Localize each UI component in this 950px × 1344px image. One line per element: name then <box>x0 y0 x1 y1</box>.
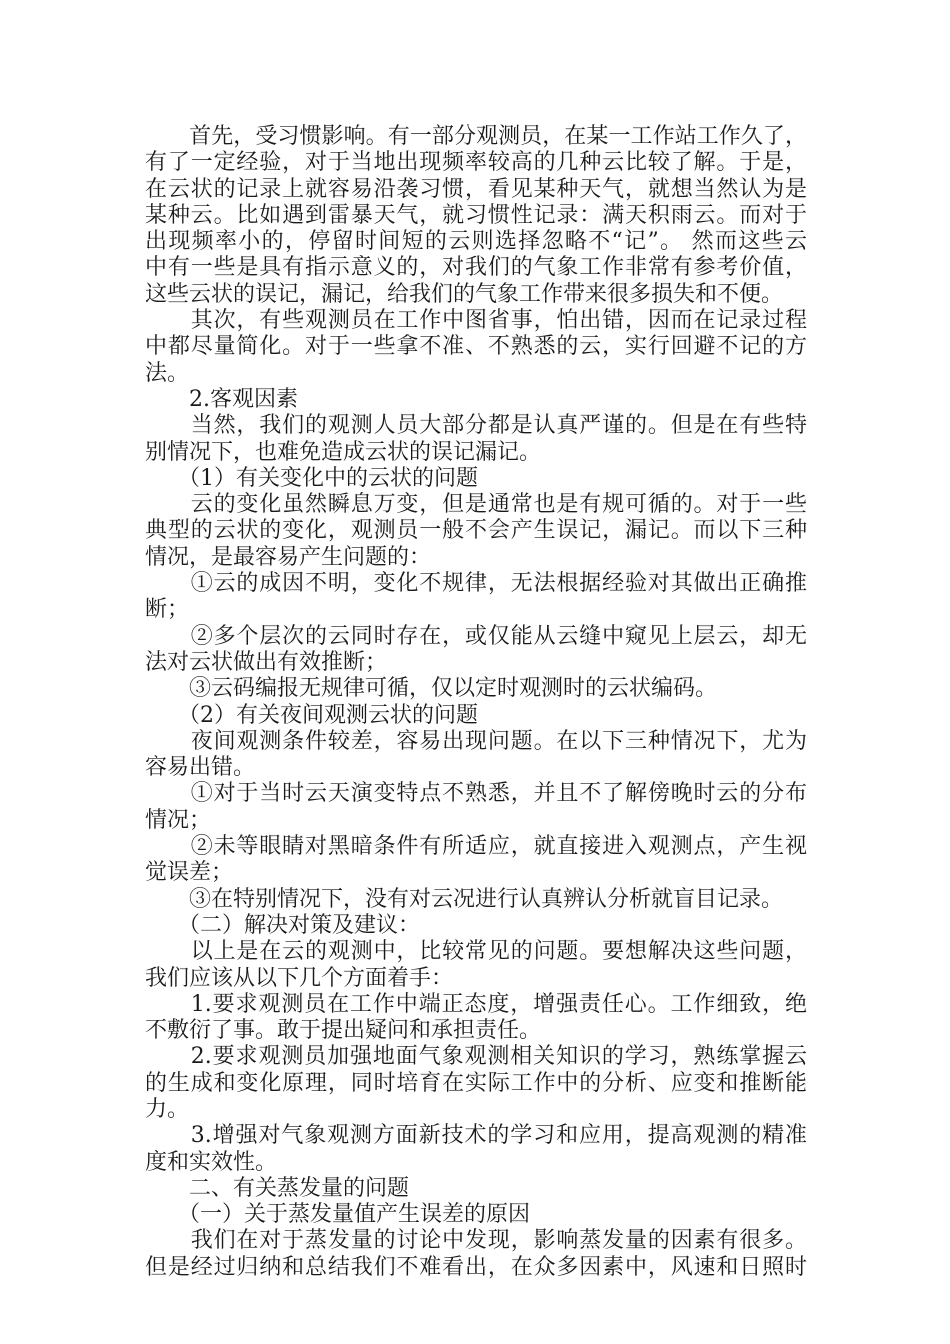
text-line: 但是经过归纳和总结我们不难看出，在众多因素中，风速和日照时 <box>145 1254 807 1280</box>
text-line: 以上是在云的观测中，比较常见的问题。要想解决这些问题， <box>145 939 807 965</box>
text-line: ③在特别情况下，没有对云况进行认真辨认分析就盲目记录。 <box>145 886 784 912</box>
text-line: 某种云。比如遇到雷暴天气，就习惯性记录：满天积雨云。而对于 <box>145 202 807 228</box>
text-line: 2.要求观测员加强地面气象观测相关知识的学习，熟练掌握云 <box>145 1044 807 1070</box>
text-line: 容易出错。 <box>145 755 256 781</box>
text-line: 出现频率小的，停留时间短的云则选择忽略不“记”。 然而这些云 <box>145 229 807 255</box>
text-line: 觉误差； <box>145 860 234 886</box>
text-line: 断； <box>145 597 190 623</box>
text-line: 首先，受习惯影响。有一部分观测员，在某一工作站工作久了， <box>145 124 807 149</box>
text-line: 典型的云状的变化，观测员一般不会产生误记，漏记。而以下三种 <box>145 518 807 544</box>
text-line: ③云码编报无规律可循，仅以定时观测时的云状编码。 <box>145 676 718 702</box>
text-line: 夜间观测条件较差，容易出现问题。在以下三种情况下，尤为 <box>145 728 807 754</box>
text-line: 中有一些是具有指示意义的，对我们的气象工作非常有参考价值， <box>145 255 807 281</box>
text-line: 我们在对于蒸发量的讨论中发现，影响蒸发量的因素有很多。 <box>145 1228 807 1254</box>
text-line: ②未等眼睛对黑暗条件有所适应，就直接进入观测点，产生视 <box>145 834 807 860</box>
text-line: （二）解决对策及建议： <box>145 912 421 938</box>
text-line: 情况； <box>145 807 212 833</box>
text-line: 我们应该从以下几个方面着手： <box>145 965 454 991</box>
text-line: 力。 <box>145 1096 190 1122</box>
text-line: ①云的成因不明，变化不规律，无法根据经验对其做出正确推 <box>145 571 807 597</box>
text-line: 3.增强对气象观测方面新技术的学习和应用，提高观测的精准 <box>145 1123 807 1149</box>
text-line: 其次，有些观测员在工作中图省事，怕出错，因而在记录过程 <box>145 308 807 334</box>
text-line: 中都尽量简化。对于一些拿不准、不熟悉的云，实行回避不记的方 <box>145 334 807 360</box>
text-line: 这些云状的误记，漏记，给我们的气象工作带来很多损失和不便。 <box>145 281 784 307</box>
text-line: 云的变化虽然瞬息万变，但是通常也是有规可循的。对于一些 <box>145 492 807 518</box>
text-line: （一）关于蒸发量值产生误差的原因 <box>145 1202 531 1228</box>
text-line: 2.客观因素 <box>145 386 298 412</box>
text-line: ②多个层次的云同时存在，或仅能从云缝中窥见上层云，却无 <box>145 623 807 649</box>
text-line: 法。 <box>145 360 190 386</box>
text-line: 当然，我们的观测人员大部分都是认真严谨的。但是在有些特 <box>145 413 807 439</box>
text-line: 在云状的记录上就容易沿袭习惯，看见某种天气，就想当然认为是 <box>145 176 807 202</box>
text-line: 别情况下，也难免造成云状的误记漏记。 <box>145 439 542 465</box>
text-line: 的生成和变化原理，同时培育在实际工作中的分析、应变和推断能 <box>145 1070 807 1096</box>
document-body <box>145 124 807 1281</box>
text-line: ①对于当时云天演变特点不熟悉，并且不了解傍晚时云的分布 <box>145 781 807 807</box>
text-line: （1）有关变化中的云状的问题 <box>145 465 478 491</box>
text-line: 二、有关蒸发量的问题 <box>145 1175 410 1201</box>
text-line: 有了一定经验，对于当地出现频率较高的几种云比较了解。于是， <box>145 150 807 176</box>
text-line: 1.要求观测员在工作中端正态度，增强责任心。工作细致，绝 <box>145 991 807 1017</box>
text-line: 法对云状做出有效推断； <box>145 649 388 675</box>
text-line: （2）有关夜间观测云状的问题 <box>145 702 478 728</box>
text-line: 不敷衍了事。敢于提出疑问和承担责任。 <box>145 1018 542 1044</box>
text-line: 度和实效性。 <box>145 1149 278 1175</box>
text-line: 情况，是最容易产生问题的： <box>145 544 432 570</box>
